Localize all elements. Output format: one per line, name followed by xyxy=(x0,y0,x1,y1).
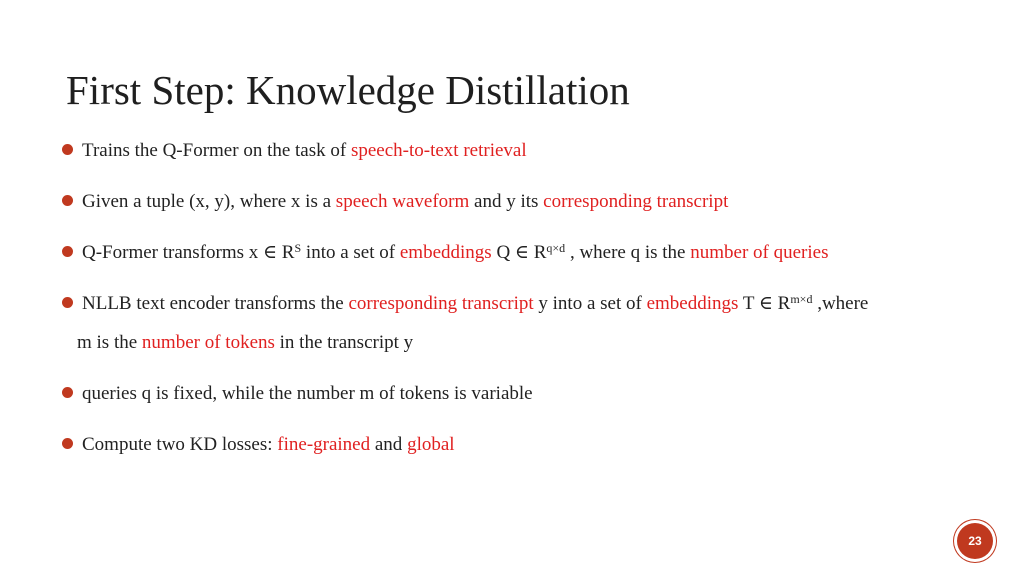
bullet-text: Trains the Q-Former on the task of xyxy=(82,140,351,161)
highlight-text: embeddings xyxy=(646,293,739,314)
highlight-text: corresponding transcript xyxy=(348,293,534,314)
bullet-item xyxy=(62,139,527,163)
bullet-dot-icon xyxy=(62,387,73,398)
bullet-text: T ∈ R xyxy=(738,293,791,314)
bullet-text: Q-Former transforms x ∈ R xyxy=(82,242,295,263)
bullet-text: in the transcript y xyxy=(274,332,414,353)
highlight-text: corresponding transcript xyxy=(543,191,729,212)
bullet-dot-icon xyxy=(62,438,73,449)
bullet-text: Compute two KD losses: xyxy=(82,434,278,455)
bullet-item xyxy=(62,241,828,265)
bullet-dot-icon xyxy=(62,297,73,308)
bullet-item xyxy=(62,292,868,316)
bullet-text: y into a set of xyxy=(533,293,647,314)
bullet-dot-icon xyxy=(62,246,73,257)
bullet-item xyxy=(62,433,455,457)
bullet-text: , where q is the xyxy=(565,242,691,263)
bullet-item xyxy=(62,382,533,406)
bullet-text: Q ∈ R xyxy=(491,242,547,263)
bullet-text: queries q is fixed, while the number m of tokens is variable xyxy=(82,383,533,404)
bullet-text: into a set of xyxy=(301,242,400,263)
highlight-text: speech-to-text retrieval xyxy=(350,140,527,161)
highlight-text: global xyxy=(407,434,455,455)
superscript-text: m×d xyxy=(790,292,813,306)
page-number: 23 xyxy=(968,534,982,548)
highlight-text: fine-grained xyxy=(277,434,371,455)
bullet-text: and y its xyxy=(469,191,544,212)
bullet-text: ,where xyxy=(812,293,869,314)
superscript-text: S xyxy=(294,241,302,255)
highlight-text: embeddings xyxy=(399,242,492,263)
bullet-text: m is the xyxy=(77,332,142,353)
highlight-text: number of tokens xyxy=(141,332,275,353)
bullet-continuation xyxy=(77,331,413,355)
slide-title: First Step: Knowledge Distillation xyxy=(66,67,630,113)
bullet-text: and xyxy=(370,434,408,455)
page-number-badge xyxy=(957,523,993,559)
highlight-text: speech waveform xyxy=(335,191,470,212)
bullet-text: Given a tuple (x, y), where x is a xyxy=(82,191,336,212)
bullet-text: NLLB text encoder transforms the xyxy=(82,293,349,314)
bullet-item xyxy=(62,190,728,214)
superscript-text: q×d xyxy=(546,241,566,255)
bullet-dot-icon xyxy=(62,195,73,206)
highlight-text: number of queries xyxy=(690,242,829,263)
bullet-dot-icon xyxy=(62,144,73,155)
